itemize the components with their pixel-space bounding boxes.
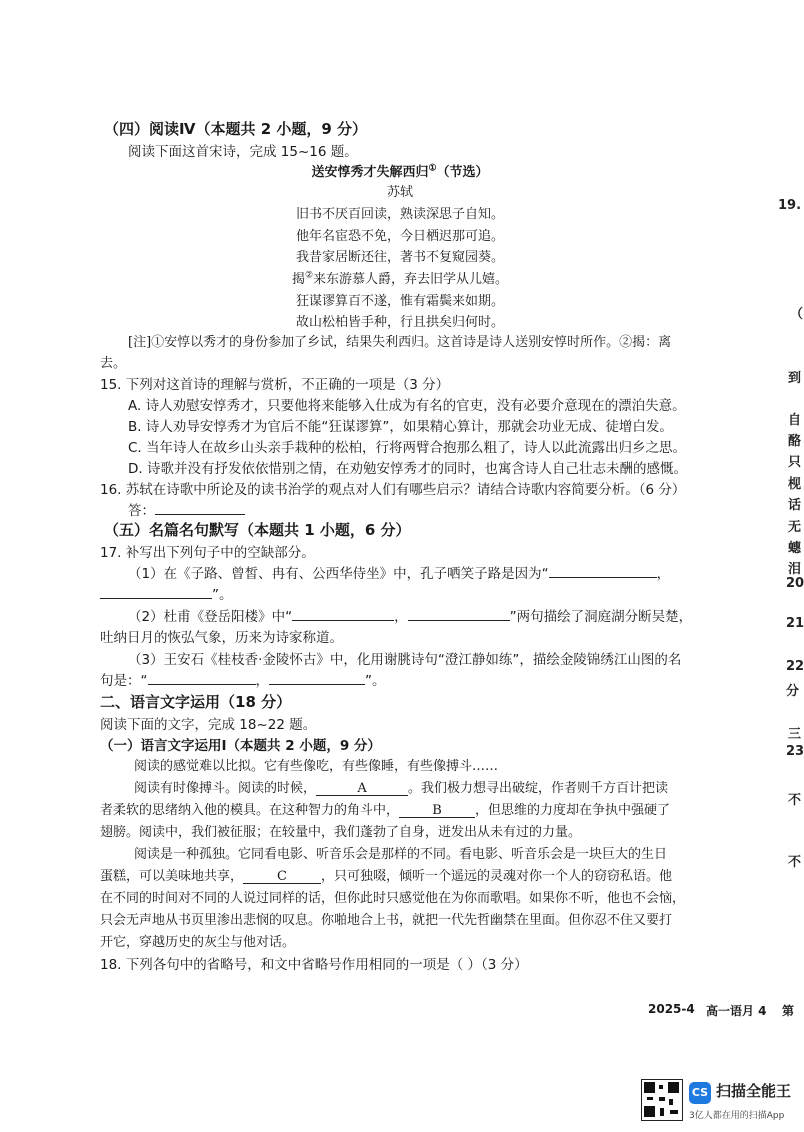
qr-code-icon bbox=[641, 1079, 683, 1121]
footer-page: 第 bbox=[782, 1004, 795, 1018]
edge-fragment: 不 bbox=[788, 855, 802, 870]
edge-fragment: 蟪 bbox=[788, 541, 802, 556]
poem-line: 旧书不厌百回读，熟读深思子自知。 bbox=[295, 207, 504, 222]
item-1-blank-2 bbox=[100, 586, 212, 599]
poem-title bbox=[0, 161, 800, 180]
edge-fragment: 19. bbox=[778, 198, 802, 213]
question-18-stem: 18. 下列各句中的省略号，和文中省略号作用相同的一项是（ ）（3 分） bbox=[100, 957, 528, 973]
item-2-blank-1 bbox=[292, 608, 394, 621]
question-17-item-3-cont bbox=[100, 669, 386, 689]
edge-fragment: 只 bbox=[788, 455, 802, 470]
camscanner-logo-icon: CS bbox=[689, 1082, 711, 1104]
poem-line-4-mark: ② bbox=[304, 270, 314, 281]
poem-title-suffix: （节选） bbox=[436, 165, 489, 180]
question-15-option-a: A. 诗人劝慰安惇秀才，只要他将来能够入仕成为有名的官吏，没有必要介意现在的漂泊失意。 bbox=[128, 398, 686, 414]
passage-line: 阅读的感觉难以比拟。它有些像吃，有些像睡，有些像搏斗…… bbox=[134, 759, 499, 774]
passage-line-blank-a bbox=[134, 777, 668, 796]
question-17-item-2 bbox=[128, 605, 692, 625]
question-16-stem: 16. 苏轼在诗歌中所论及的读书治学的观点对人们有哪些启示？请结合诗歌内容简要分析。（6 分） bbox=[100, 482, 686, 498]
item-1-blank-1 bbox=[549, 565, 657, 578]
edge-fragment: 枧 bbox=[788, 477, 802, 492]
question-17-item-3: （3）王安石《桂枝香·金陵怀古》中，化用谢朓诗句“澄江静如练”，描绘金陵锦绣江山图的名 bbox=[128, 652, 682, 668]
poem-title-text: 送安惇秀才失解西归 bbox=[311, 165, 429, 180]
passage-line-blank-c bbox=[100, 865, 672, 884]
passage-text: ，只可独啜，倾听一个遥远的灵魂对你一个人的窃窃私语。他 bbox=[321, 869, 673, 884]
passage-text: 。我们极力想寻出破绽，作者则千方百计把读 bbox=[408, 781, 669, 796]
question-17-item-1 bbox=[128, 562, 670, 582]
blank-a: A bbox=[316, 783, 408, 796]
poem-line: 他年名宦恐不免，今日栖迟那可追。 bbox=[295, 229, 504, 244]
edge-fragment: 无 bbox=[788, 520, 802, 535]
part-2-instruction: 阅读下面的文字，完成 18~22 题。 bbox=[100, 717, 317, 733]
question-16-answer bbox=[128, 499, 245, 519]
poem-note-line: 去。 bbox=[100, 356, 127, 371]
passage-text: 阅读有时像搏斗。阅读的时候， bbox=[134, 781, 317, 796]
passage-text: 者柔软的思绪纳入他的模具。在这种智力的角斗中， bbox=[100, 803, 400, 818]
edge-fragment: 20 bbox=[786, 576, 804, 591]
question-17-item-2-cont: 吐纳日月的恢弘气象，历来为诗家称道。 bbox=[100, 630, 343, 646]
poem-note-mark: ① bbox=[428, 163, 437, 174]
passage-line-blank-b bbox=[100, 799, 670, 818]
item-2-text: （2）杜甫《登岳阳楼》中“ bbox=[128, 609, 293, 625]
part-2-sub-heading: （一）语言文字运用Ⅰ（本题共 2 小题，9 分） bbox=[100, 738, 381, 754]
edge-fragment: 23 bbox=[786, 744, 804, 759]
item-3-comma: ， bbox=[255, 673, 269, 689]
edge-fragment: 分 bbox=[786, 684, 800, 699]
scanner-slogan: 3亿人都在用的扫描App bbox=[689, 1111, 785, 1121]
question-15-option-b: B. 诗人劝导安惇秀才为官后不能“狂谋谬算”，如果精心算计，那就会功业无成、徒增白发。 bbox=[128, 419, 673, 435]
scanner-app-name: 扫描全能王 bbox=[716, 1082, 792, 1100]
item-1-end: ”。 bbox=[212, 587, 233, 603]
item-1-text: （1）在《子路、曾皙、冉有、公西华侍坐》中，孔子哂笑子路是因为“ bbox=[128, 566, 549, 582]
question-15-option-c: C. 当年诗人在故乡山头亲手栽种的松柏，行将两臂合抱那么粗了，诗人以此流露出归乡之思。 bbox=[128, 440, 687, 456]
passage-text: ，但思维的力度却在争执中强硬了 bbox=[475, 803, 671, 818]
item-2-text-b: ”两句描绘了洞庭湖分断吴楚， bbox=[509, 609, 693, 625]
edge-fragment: 泪 bbox=[788, 562, 802, 577]
item-3-blank-2 bbox=[269, 672, 365, 685]
blank-b: B bbox=[399, 805, 475, 818]
edge-fragment: 到 bbox=[788, 371, 802, 386]
question-15-stem: 15. 下列对这首诗的理解与赏析，不正确的一项是（3 分） bbox=[100, 377, 450, 393]
answer-line bbox=[155, 502, 245, 515]
passage-line: 阅读是一种孤独。它同看电影、听音乐会是那样的不同。看电影、听音乐会是一块巨大的生日 bbox=[134, 847, 668, 862]
edge-fragment: 21 bbox=[786, 616, 804, 631]
section-5-heading: （五）名篇名句默写（本题共 1 小题，6 分） bbox=[104, 521, 411, 539]
passage-text: 蛋糕，可以美味地共享， bbox=[100, 869, 244, 884]
poem-note-line: [注]①安惇以秀才的身份参加了乡试，结果失利西归。这首诗是诗人送别安惇时所作。②揭：离 bbox=[128, 335, 672, 350]
poem-line-4-rest: 来东游慕人爵，弃去旧学从儿嬉。 bbox=[313, 272, 509, 287]
item-2-blank-2 bbox=[408, 608, 510, 621]
edge-fragment: （ bbox=[790, 307, 804, 322]
poem-line: 狂谋谬算百不遂，惟有霜鬓来如期。 bbox=[295, 294, 504, 309]
poem-line: 故山松柏皆手种，行且拱矣归何时。 bbox=[295, 315, 504, 330]
footer-date: 2025-4 bbox=[648, 1002, 695, 1016]
section-4-heading: （四）阅读Ⅳ（本题共 2 小题，9 分） bbox=[104, 120, 368, 138]
question-17-stem: 17. 补写出下列句子中的空缺部分。 bbox=[100, 545, 315, 561]
item-3-text: 句是：“ bbox=[100, 673, 148, 689]
item-1-comma: ， bbox=[656, 566, 671, 582]
question-15-option-d: D. 诗歌并没有抒发依依惜别之情，在劝勉安惇秀才的同时，也寓含诗人自己壮志未酬的感慨。 bbox=[128, 461, 687, 477]
poem-line: 我昔家居断还往，著书不复窥园葵。 bbox=[295, 250, 504, 265]
edge-fragment: 不 bbox=[788, 793, 802, 808]
question-17-item-1-cont bbox=[100, 583, 233, 603]
passage-line: 在不同的时间对不同的人说过同样的话，但你此时只感觉他在为你而歌唱。如果你不听，他也不会恼， bbox=[100, 891, 686, 906]
edge-fragment: 三 bbox=[788, 727, 802, 742]
passage-line: 翅膀。阅读中，我们被征服；在较量中，我们蓬勃了自身，迸发出从未有过的力量。 bbox=[100, 825, 582, 840]
edge-fragment: 话 bbox=[788, 498, 802, 513]
edge-fragment: 自 bbox=[788, 413, 802, 428]
poem-author: 苏轼 bbox=[386, 185, 413, 200]
edge-fragment: 酪 bbox=[788, 434, 802, 449]
part-2-heading: 二、语言文字运用（18 分） bbox=[100, 693, 292, 711]
passage-line: 只会无声地从书页里渗出悲悯的叹息。你啪地合上书，就把一代先哲幽禁在里面。但你忍不住又要打 bbox=[100, 913, 673, 928]
answer-label: 答： bbox=[128, 503, 155, 519]
poem-line-4-lead: 揭 bbox=[291, 272, 305, 287]
item-3-blank-1 bbox=[148, 672, 256, 685]
section-4-instruction: 阅读下面这首宋诗，完成 15~16 题。 bbox=[128, 144, 358, 160]
item-3-end: ”。 bbox=[365, 673, 386, 689]
edge-fragment: 22 bbox=[786, 659, 804, 674]
blank-c: C bbox=[243, 871, 321, 884]
poem-line-4 bbox=[0, 268, 800, 287]
item-2-comma: ， bbox=[394, 609, 408, 625]
footer-subject: 高一语月 4 bbox=[706, 1004, 767, 1018]
passage-line: 开它，穿越历史的灰尘与他对话。 bbox=[100, 935, 296, 950]
